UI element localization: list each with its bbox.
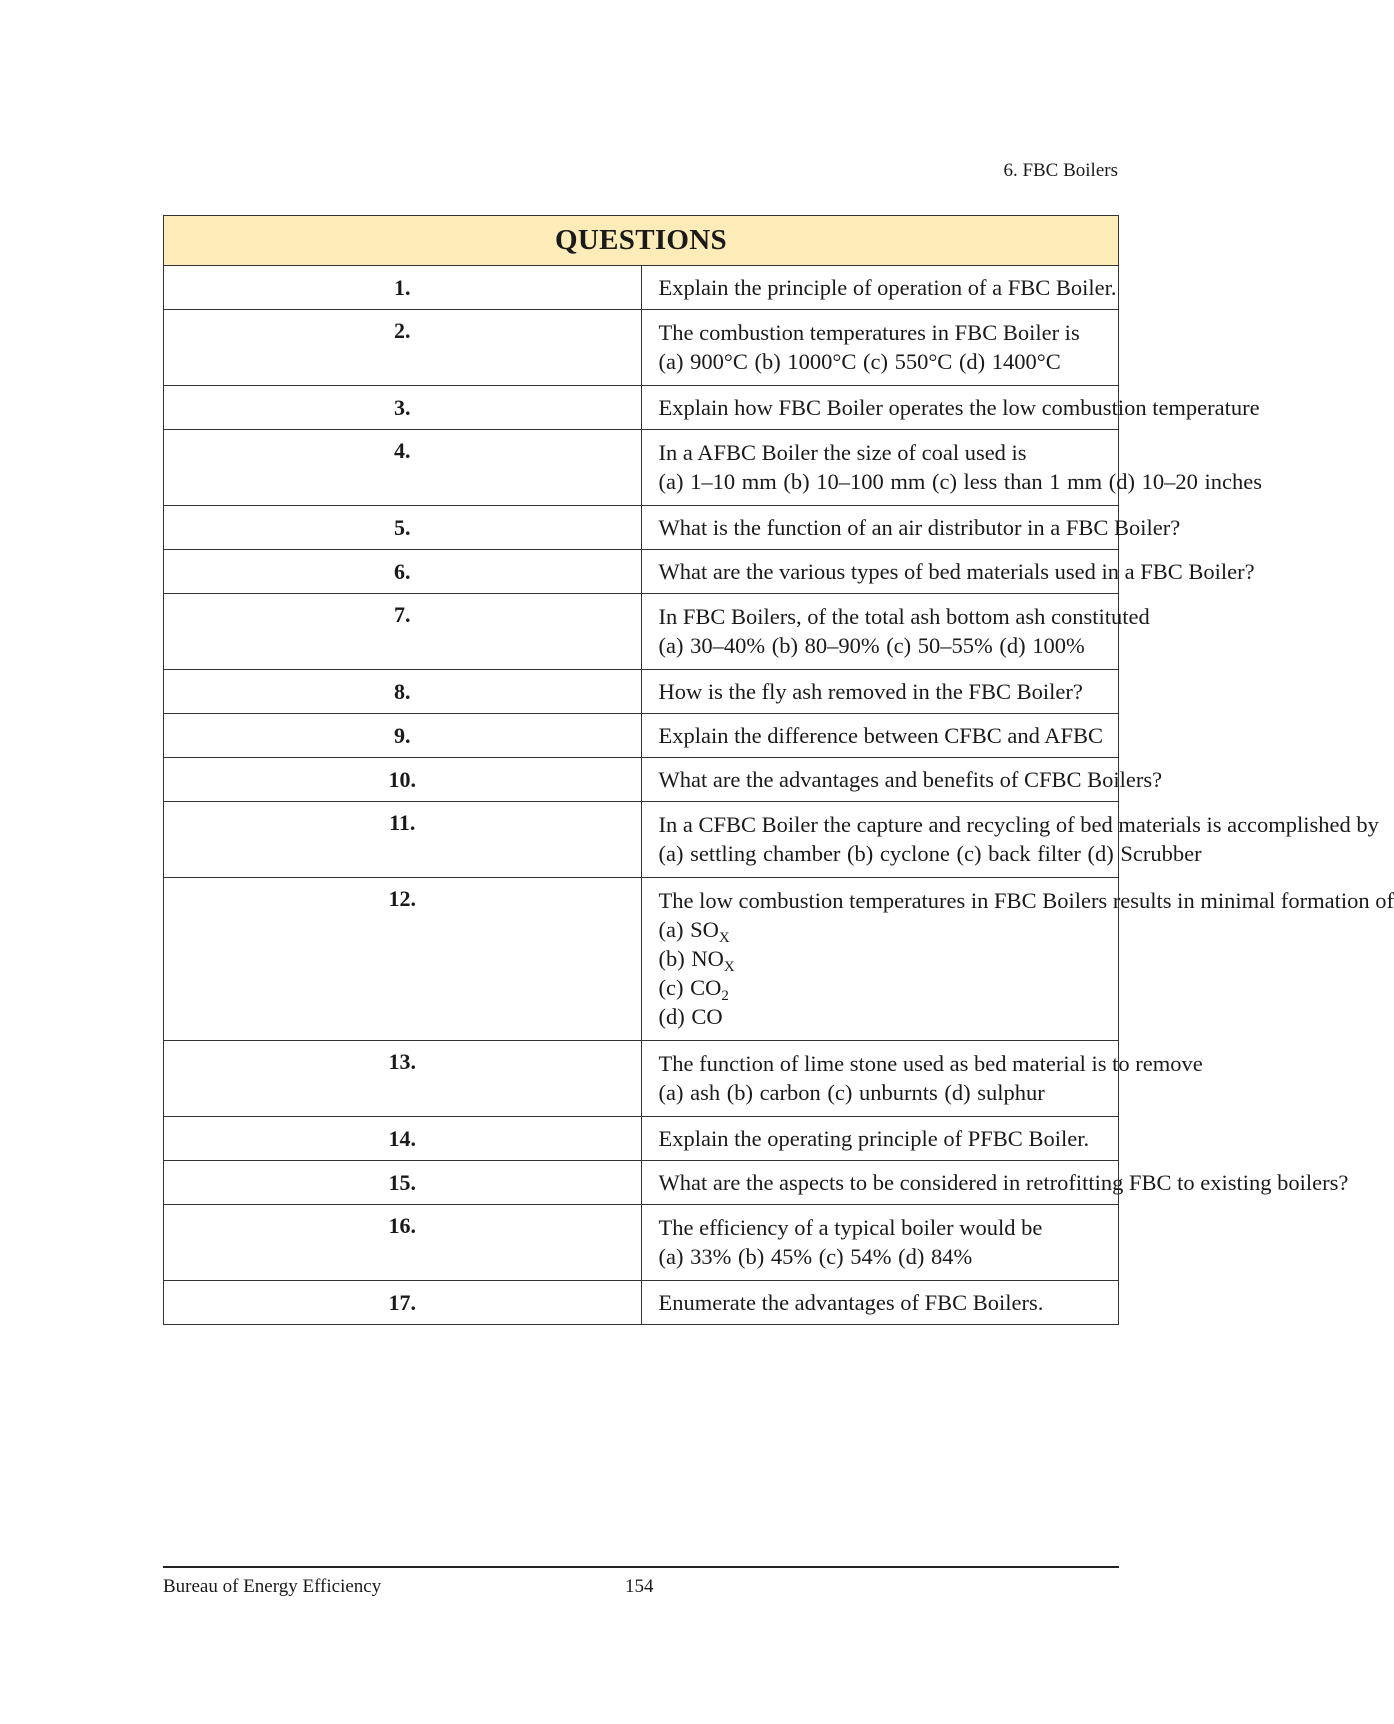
question-options <box>659 915 1103 1031</box>
question-cell <box>641 802 1379 878</box>
question-text: What are the aspects to be considered in retrofitting FBC to existing boilers? <box>658 1170 1349 1195</box>
question-number: 3. <box>164 386 642 430</box>
question-text: Explain how FBC Boiler operates the low combustion temperature <box>658 395 1260 420</box>
question-number: 12. <box>164 878 642 1041</box>
question-row <box>164 714 1119 758</box>
question-text: Explain the difference between CFBC and AFBC <box>658 723 1104 748</box>
option-a-label: (a) SO <box>658 917 719 942</box>
footer-publisher: Bureau of Energy Efficiency <box>163 1576 382 1597</box>
question-cell <box>641 714 1119 758</box>
question-text: Explain the principle of operation of a FBC Boiler. <box>658 275 1117 300</box>
question-row <box>164 310 1119 386</box>
question-row <box>164 670 1119 714</box>
question-cell <box>641 594 1150 670</box>
question-cell <box>641 266 1119 310</box>
question-options: (a) 900°C (b) 1000°C (c) 550°C (d) 1400°C <box>658 349 1061 374</box>
question-cell <box>641 758 1163 802</box>
question-row <box>164 1041 1119 1117</box>
option-a <box>658 917 730 946</box>
question-number: 15. <box>164 1161 642 1205</box>
question-cell <box>641 1041 1203 1117</box>
question-cell <box>641 670 1119 714</box>
footer-rule <box>163 1566 1119 1568</box>
option-d: (d) CO <box>658 1004 723 1029</box>
question-text: What is the function of an air distributor in a FBC Boiler? <box>658 515 1181 540</box>
question-options: (a) ash (b) carbon (c) unburnts (d) sulphur <box>658 1080 1045 1105</box>
question-row <box>164 1161 1119 1205</box>
question-cell <box>641 506 1181 550</box>
question-number: 1. <box>164 266 642 310</box>
running-header-chapter: 6. FBC Boilers <box>1003 160 1118 181</box>
question-cell <box>641 1281 1119 1325</box>
question-number: 4. <box>164 430 642 506</box>
question-text: Explain the operating principle of PFBC Boiler. <box>658 1126 1090 1151</box>
question-cell <box>641 1161 1349 1205</box>
question-cell <box>641 310 1119 386</box>
question-number: 2. <box>164 310 642 386</box>
question-text: What are the various types of bed materials used in a FBC Boiler? <box>658 559 1255 584</box>
option-c <box>658 975 729 1004</box>
question-row <box>164 386 1119 430</box>
question-cell <box>641 878 1394 1041</box>
question-text: The low combustion temperatures in FBC Boilers results in minimal formation of <box>658 888 1394 913</box>
question-number: 8. <box>164 670 642 714</box>
question-options: (a) 30–40% (b) 80–90% (c) 50–55% (d) 100% <box>658 633 1085 658</box>
question-text: What are the advantages and benefits of CFBC Boilers? <box>658 767 1163 792</box>
question-number: 7. <box>164 594 642 670</box>
question-cell <box>641 550 1255 594</box>
question-options: (a) 1–10 mm (b) 10–100 mm (c) less than 1 mm (d) 10–20 inches <box>658 469 1263 494</box>
question-text: In a CFBC Boiler the capture and recycling of bed materials is accomplished by <box>658 812 1379 837</box>
question-text: Enumerate the advantages of FBC Boilers. <box>658 1290 1044 1315</box>
option-c-subscript: 2 <box>721 988 729 1004</box>
question-row <box>164 506 1119 550</box>
table-title: QUESTIONS <box>164 216 1119 266</box>
question-text: In FBC Boilers, of the total ash bottom ash constituted <box>658 604 1150 629</box>
question-number: 14. <box>164 1117 642 1161</box>
question-options: (a) 33% (b) 45% (c) 54% (d) 84% <box>658 1244 973 1269</box>
question-text: How is the fly ash removed in the FBC Boiler? <box>658 679 1083 704</box>
footer-page-number: 154 <box>625 1576 654 1597</box>
question-row <box>164 266 1119 310</box>
question-number: 13. <box>164 1041 642 1117</box>
question-number: 11. <box>164 802 642 878</box>
questions-table <box>163 215 1394 1325</box>
question-cell <box>641 430 1263 506</box>
question-text: The efficiency of a typical boiler would be <box>658 1215 1043 1240</box>
question-cell <box>641 1117 1119 1161</box>
question-number: 17. <box>164 1281 642 1325</box>
question-row <box>164 1117 1119 1161</box>
question-row <box>164 430 1119 506</box>
question-row <box>164 550 1119 594</box>
question-options: (a) settling chamber (b) cyclone (c) back filter (d) Scrubber <box>658 841 1202 866</box>
question-text: The combustion temperatures in FBC Boiler is <box>658 320 1080 345</box>
question-text: In a AFBC Boiler the size of coal used is <box>658 440 1027 465</box>
option-b-subscript: X <box>723 959 735 975</box>
option-c-label: (c) CO <box>658 975 722 1000</box>
question-row <box>164 802 1119 878</box>
option-b-label: (b) NO <box>658 946 724 971</box>
question-row <box>164 878 1119 1041</box>
question-number: 10. <box>164 758 642 802</box>
question-cell <box>641 386 1260 430</box>
question-row <box>164 594 1119 670</box>
question-number: 6. <box>164 550 642 594</box>
question-text: The function of lime stone used as bed material is to remove <box>658 1051 1203 1076</box>
questions-body <box>164 266 1394 1325</box>
question-number: 16. <box>164 1205 642 1281</box>
question-cell <box>641 1205 1119 1281</box>
question-number: 5. <box>164 506 642 550</box>
question-row <box>164 1281 1119 1325</box>
question-number: 9. <box>164 714 642 758</box>
question-row <box>164 1205 1119 1281</box>
option-a-subscript: X <box>718 930 730 946</box>
option-b <box>658 946 735 975</box>
question-row <box>164 758 1119 802</box>
